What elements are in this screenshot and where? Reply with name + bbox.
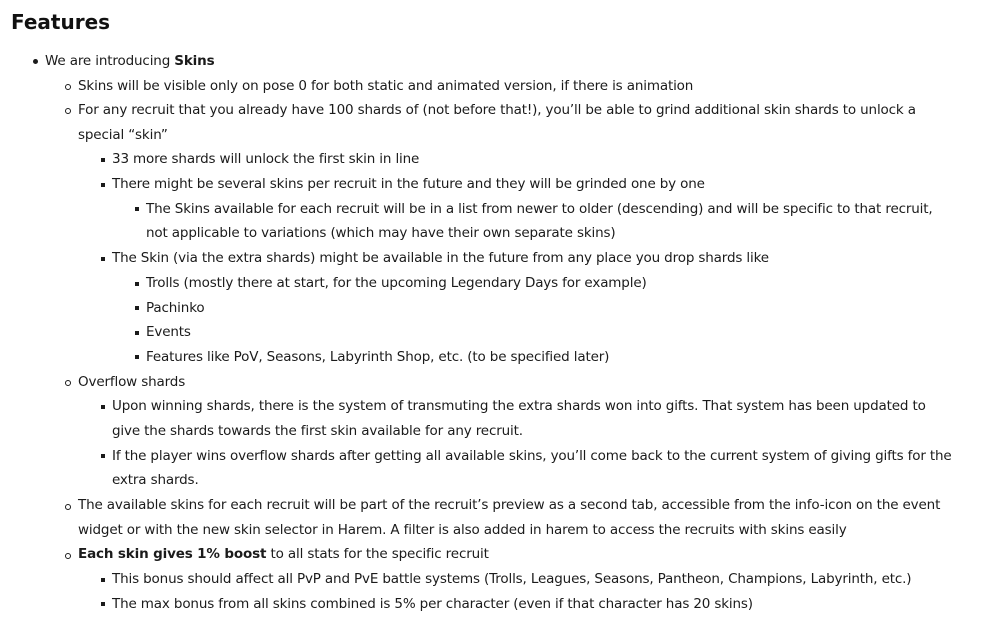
list-item: Trolls (mostly there at start, for the upcoming Legendary Days for example) [146,275,647,291]
list-item: Events [146,324,191,340]
list-item: The available skins for each recruit will be part of the recruit’s preview as a second tab, accessible from the info-icon on the event [78,497,941,513]
list-item: The Skin (via the extra shards) might be available in the future from any place you drop shards like [112,250,769,266]
list-item: Overflow shards [78,374,186,390]
bullet-square [135,331,139,335]
bullet-circle [65,380,71,386]
list-item-continuation: special “skin” [78,127,168,143]
bullet-square [135,355,139,359]
bullet-square [101,158,105,162]
list-item: The Skins available for each recruit will be in a list from newer to older (descending) and will be specific to that recruit, [146,201,933,217]
list-item-continuation: not applicable to variations (which may have their own separate skins) [146,225,616,241]
bullet-square [101,257,105,261]
bullet-disc [33,59,38,64]
list-item-continuation: widget or with the new skin selector in Harem. A filter is also added in harem to access the recruits with skins easily [78,522,847,538]
list-item: For any recruit that you already have 100 shards of (not before that!), you’ll be able to grind additional skin shards to unlock a [78,102,916,118]
bullet-square [101,405,105,409]
bullet-square [101,602,105,606]
bullet-square [135,207,139,211]
bullet-circle [65,553,71,559]
list-item: If the player wins overflow shards after getting all available skins, you’ll come back to the current system of giving gifts for the [112,448,952,464]
bullet-square [101,454,105,458]
bullet-square [135,282,139,286]
bullet-square [135,306,139,310]
bullet-square [101,578,105,582]
bullet-circle [65,504,71,510]
list-item: We are introducing Skins [45,53,215,69]
list-item: Skins will be visible only on pose 0 for both static and animated version, if there is animation [78,78,694,94]
list-item: Features like PoV, Seasons, Labyrinth Shop, etc. (to be specified later) [146,349,610,365]
list-item: Upon winning shards, there is the system of transmuting the extra shards won into gifts. That system has been updated to [112,398,926,414]
list-item: This bonus should affect all PvP and PvE battle systems (Trolls, Leagues, Seasons, Pantheon, Champions, Labyrinth, etc.) [112,571,912,587]
list-item: 33 more shards will unlock the first skin in line [112,151,420,167]
list-item-continuation: give the shards towards the first skin available for any recruit. [112,423,523,439]
page-title: Features [11,10,111,34]
list-item-continuation: extra shards. [112,472,199,488]
list-item: Each skin gives 1% boost to all stats for the specific recruit [78,546,489,562]
list-item: The max bonus from all skins combined is 5% per character (even if that character has 20 skins) [112,596,753,612]
emphasis-skins: Skins [174,53,215,69]
bullet-circle [65,84,71,90]
emphasis-boost: Each skin gives 1% boost [78,546,267,562]
list-item: Pachinko [146,300,205,316]
bullet-square [101,183,105,187]
bullet-circle [65,108,71,114]
list-item: There might be several skins per recruit in the future and they will be grinded one by one [112,176,705,192]
